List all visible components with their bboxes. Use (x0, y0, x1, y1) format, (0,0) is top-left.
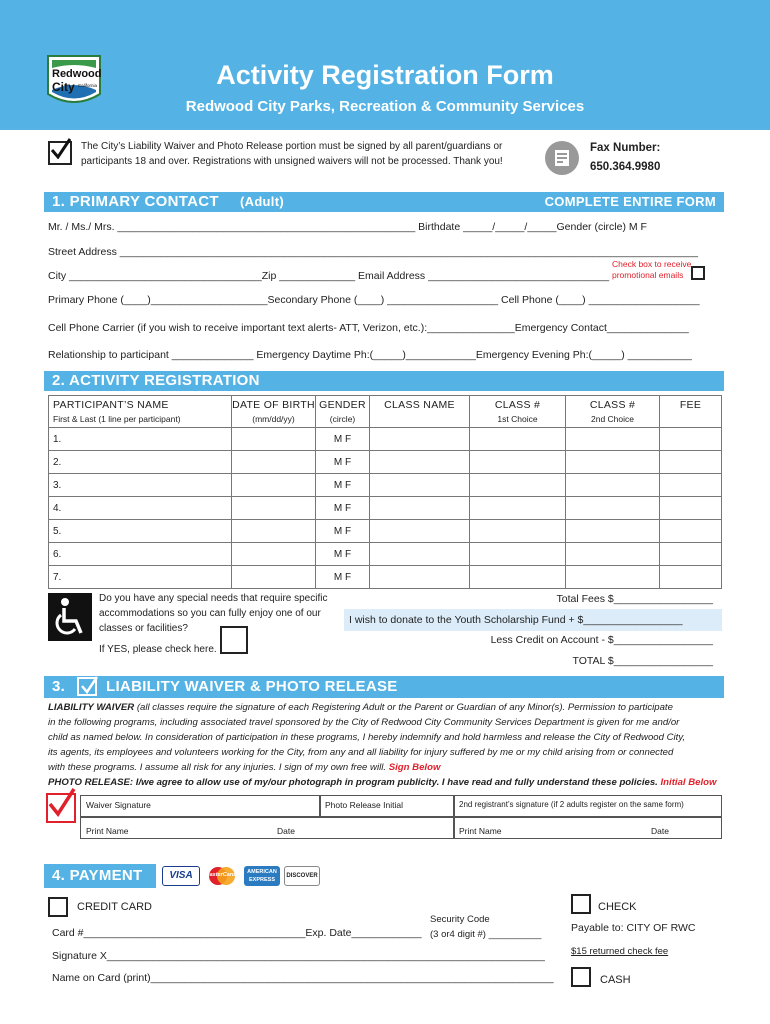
special-needs-check-label: If YES, please check here. (99, 644, 217, 655)
fax-icon (545, 141, 579, 175)
table-row[interactable]: 7. M F (49, 566, 722, 589)
returned-check-fee-label: $15 returned check fee (571, 946, 669, 957)
table-header-row (49, 396, 722, 428)
col-class-name: CLASS NAME (370, 396, 470, 428)
waiver-paragraph-line4: its agents, its employees and volunteers working for the City, from any and all liability for injury suffered by me or my child arising from or connected (48, 747, 674, 758)
col-gender: GENDER (circle) (316, 396, 370, 428)
promo-email-checkbox[interactable] (691, 266, 705, 280)
check-payment-checkbox[interactable] (571, 894, 591, 914)
check-label: CHECK (598, 901, 637, 913)
cell-carrier-row[interactable]: Cell Phone Carrier (if you wish to receive important text alerts- ATT, Verizon, etc.):_______________Emergency Contact______________ (48, 322, 689, 334)
notice-line-1: The City’s Liability Waiver and Photo Release portion must be signed by all parent/guardians or (81, 141, 503, 152)
special-needs-line2: accommodations so you can fully enjoy one of our (99, 608, 321, 619)
less-credit-line[interactable]: Less Credit on Account - $_________________ (490, 634, 713, 646)
check-icon (49, 137, 71, 159)
phones-row[interactable]: Primary Phone (____)____________________Secondary Phone (____) ___________________ Cell Phone (____) ___________________ (48, 294, 700, 306)
table-row[interactable]: 1. M F (49, 428, 722, 451)
photo-release-initial-field[interactable]: Photo Release Initial (320, 795, 454, 817)
total-fees-line[interactable]: Total Fees $_________________ (556, 593, 713, 605)
page-title: Activity Registration Form (216, 60, 554, 90)
credit-card-checkbox[interactable] (48, 897, 68, 917)
wheelchair-accessibility-icon (48, 593, 92, 641)
security-code-field[interactable]: (3 or4 digit #) __________ (430, 929, 542, 940)
section-1-subtitle: (Adult) (240, 194, 284, 209)
table-row[interactable]: 3. M F (49, 474, 722, 497)
waiver-paragraph-line1: LIABILITY WAIVER (all classes require the signature of each Registering Adult or the Parent or Guardian of any Minor(s). Permission to participate (48, 702, 673, 713)
section-3-bar (44, 676, 724, 698)
mastercard-card-icon: MasterCard (204, 866, 240, 886)
payable-to-label: Payable to: CITY OF RWC (571, 922, 696, 934)
discover-card-icon: DISCOVER (284, 866, 320, 886)
complete-entire-form-label: COMPLETE ENTIRE FORM (544, 194, 716, 209)
check-icon (79, 675, 99, 695)
name-birthdate-gender-row[interactable]: Mr. / Ms./ Mrs. ___________________________________________________ Birthdate _____/_____/_____Gender (circle) M F (48, 221, 647, 233)
activity-registration-table (48, 395, 722, 589)
name-on-card-row[interactable]: Name on Card (print)_____________________________________________________________________ (52, 972, 554, 984)
special-needs-line1: Do you have any special needs that require specific (99, 593, 328, 604)
logo-text-state: California (78, 83, 98, 88)
accepted-cards (160, 862, 322, 890)
page-subtitle: Redwood City Parks, Recreation & Community Services (185, 98, 585, 115)
col-class-2nd: CLASS # 2nd Choice (566, 396, 660, 428)
logo-text-redwood: Redwood (52, 68, 102, 80)
waiver-paragraph-line3: child as named below. In consideration of participation in these programs, I hereby indemnify and hold harmless and release the City of Redwood City, (48, 732, 686, 743)
section-1-bar (44, 192, 724, 212)
col-dob: DATE OF BIRTH (mm/dd/yy) (232, 396, 316, 428)
street-address-row[interactable]: Street Address ___________________________________________________________________________________________________ (48, 246, 698, 258)
waiver-paragraph-line2: in the following programs, including associated travel sponsored by the City of Redwood City Community Services Department is given for me and/or (48, 717, 680, 728)
security-code-label: Security Code (430, 914, 490, 925)
col-participant: PARTICIPANT’S NAME First & Last (1 line per participant) (49, 396, 232, 428)
col-fee: FEE (660, 396, 722, 428)
section-3-checkbox-icon (77, 677, 97, 696)
second-print-name-date-field[interactable]: Print Name Date (454, 817, 722, 839)
notice-line-2: participants 18 and over. Registrations with unsigned waivers will not be processed. Thank you! (81, 156, 503, 167)
red-waiver-checkbox-icon (46, 793, 76, 823)
print-name-date-field[interactable]: Print Name Date (80, 817, 454, 839)
photo-release-line: PHOTO RELEASE: I/we agree to allow use of my/our photograph in program publicity. I have read and fully understand these policies. Initial Below (48, 777, 717, 788)
waiver-paragraph-line5: with these programs. I assume all risk for any injuries. I sign of my own free will. Sign Below (48, 762, 441, 773)
section-3-number: 3. (52, 678, 66, 695)
visa-card-icon: VISA (162, 866, 200, 886)
section-2-bar (44, 371, 724, 391)
section-1-title: 1. PRIMARY CONTACT (52, 193, 219, 210)
logo-text-city: City (52, 80, 75, 94)
promo-label-line1: Check box to receive (612, 259, 692, 269)
special-needs-line3: classes or facilities? (99, 623, 188, 634)
cash-label: CASH (600, 974, 631, 986)
total-line[interactable]: TOTAL $_________________ (572, 655, 713, 667)
cash-payment-checkbox[interactable] (571, 967, 591, 987)
amex-card-icon: AMERICAN EXPRESS (244, 866, 280, 886)
waiver-signature-field[interactable]: Waiver Signature (80, 795, 320, 817)
section-3-title: LIABILITY WAIVER & PHOTO RELEASE (106, 678, 398, 695)
check-icon (46, 787, 76, 817)
credit-card-label: CREDIT CARD (77, 901, 152, 913)
table-row[interactable]: 4. M F (49, 497, 722, 520)
fax-number: 650.364.9980 (590, 161, 661, 173)
donation-line[interactable]: I wish to donate to the Youth Scholarship Fund + $_________________ (344, 609, 722, 631)
table-row[interactable]: 5. M F (49, 520, 722, 543)
relationship-emergency-row[interactable]: Relationship to participant ______________ Emergency Daytime Ph:(_____)____________Emergency Evening Ph:(_____) ___________ (48, 349, 692, 361)
fax-label: Fax Number: (590, 142, 661, 154)
waiver-notice-checkmark (48, 141, 72, 165)
special-needs-checkbox[interactable] (220, 626, 248, 654)
section-2-title: 2. ACTIVITY REGISTRATION (52, 372, 260, 389)
section-4-bar (44, 864, 156, 888)
second-registrant-signature-field[interactable]: 2nd registrant’s signature (if 2 adults register on the same form) (454, 795, 722, 817)
signature-row[interactable]: Signature X___________________________________________________________________________ (52, 950, 545, 962)
col-class-1st: CLASS # 1st Choice (470, 396, 566, 428)
table-row[interactable]: 2. M F (49, 451, 722, 474)
table-row[interactable]: 6. M F (49, 543, 722, 566)
card-number-exp-row[interactable]: Card #______________________________________Exp. Date____________ (52, 927, 422, 939)
section-4-title: 4. PAYMENT (52, 867, 143, 884)
promo-label-line2: promotional emails (612, 270, 684, 280)
city-zip-email-row[interactable]: City _________________________________Zip _____________ Email Address _______________________________ (48, 270, 610, 282)
